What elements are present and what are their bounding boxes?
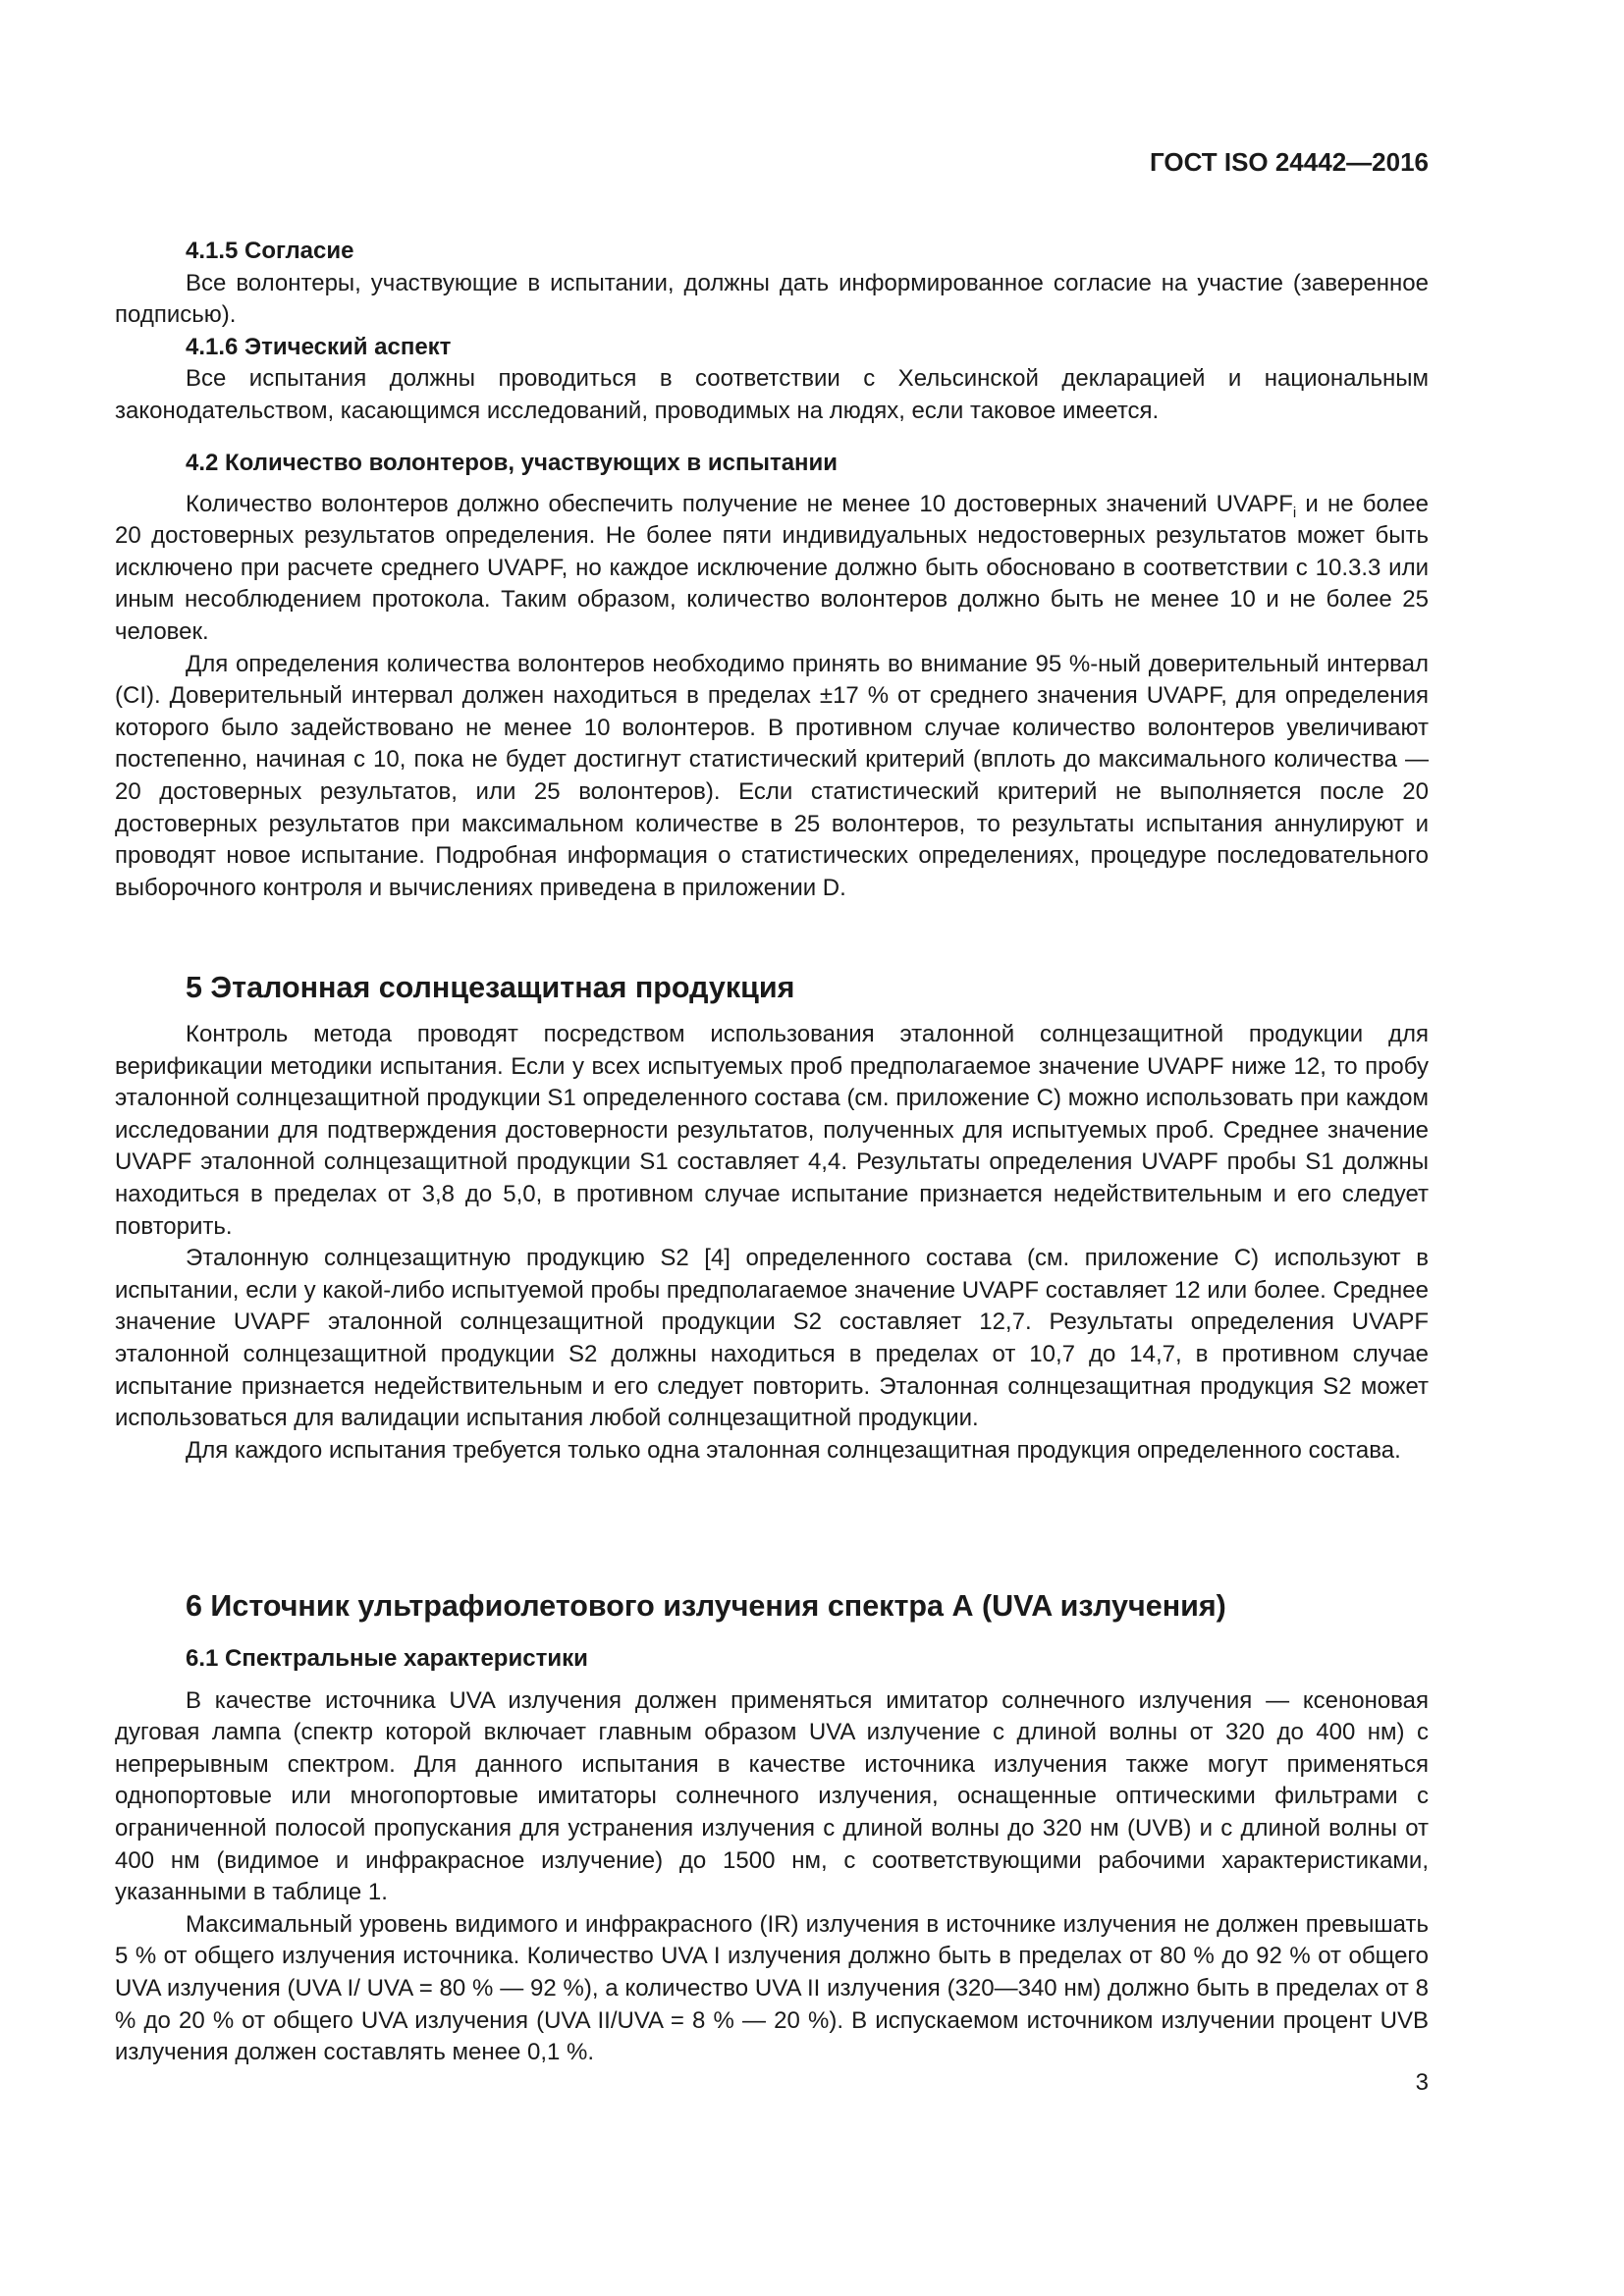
paragraph: Контроль метода проводят посредством использования эталонной солнцезащитной продукции для верификации методики испытания. Если у всех испытуемых проб предполагаемое значение UVAPF ниже 12, то пробу эталонной солнцезащитной продукции S1 определенного состава (см. приложение С) можно использовать при каждом исследовании для подтверждения достоверности результатов, полученных для испытуемых проб. Среднее значение UVAPF эталонной солнцезащитной продукции S1 составляет 4,4. Результаты определения UVAPF пробы S1 должны находиться в пределах от 3,8 до 5,0, в противном случае испытание признается недействительным и его следует повторить. xyxy=(115,1021,1429,1240)
paragraph: Для определения количества волонтеров необходимо принять во внимание 95 %-ный доверительный интервал (CI). Доверительный интервал должен находиться в пределах ±17 % от среднего значения UVAPF, для определения которого было задействовано не менее 10 волонтеров. В противном случае количество волонтеров увеличивают постепенно, начиная с 10, пока не будет достигнут статистический критерий (вплоть до максимального количества — 20 достоверных результатов, или 25 волонтеров). Если статистический критерий не выполняется после 20 достоверных результатов при максимальном количестве в 25 волонтеров, то результаты испытания аннулируют и проводят новое испытание. Подробная информация о статистических определениях, процедуре последовательного выборочного контроля и вычислениях приведена в приложении D. xyxy=(115,650,1429,901)
heading-4-1-6: 4.1.6 Этический аспект xyxy=(186,333,452,360)
heading-6: 6 Источник ультрафиолетового излучения спектра А (UVA излучения) xyxy=(186,1589,1226,1623)
page-number: 3 xyxy=(1415,2069,1429,2096)
paragraph: Эталонную солнцезащитную продукцию S2 [4] определенного состава (см. приложение С) используют в испытании, если у какой-либо испытуемой пробы предполагаемое значение UVAPF составляет 12 или более. Среднее значение UVAPF эталонной солнцезащитной продукции S2 составляет 12,7. Результаты определения UVAPF эталонной солнцезащитной продукции S2 должны находиться в пределах от 10,7 до 14,7, в противном случае испытание признается недействительным и его следует повторить. Эталонная солнцезащитная продукция S2 может использоваться для валидации испытания любой солнцезащитной продукции. xyxy=(115,1245,1429,1432)
text-run: и не более 20 достоверных результатов определения. Не более пяти индивидуальных недостоверных результатов может быть исключено при расчете среднего UVAPF, но каждое исключение должно быть обосновано в соответствии с 10.3.3 или иным несоблюдением протокола. Таким образом, количество волонтеров должно быть не менее 10 и не более 25 человек. xyxy=(115,490,1430,645)
subscript: i xyxy=(1292,504,1297,521)
heading-4-2: 4.2 Количество волонтеров, участвующих в испытании xyxy=(186,450,839,476)
section-6 xyxy=(115,1588,1429,2069)
section-5 xyxy=(115,970,1429,1467)
paragraph: Для каждого испытания требуется только одна эталонная солнцезащитная продукция определенного состава. xyxy=(186,1436,1401,1464)
section-4-1-5 xyxy=(115,236,1429,428)
text-run: Количество волонтеров должно обеспечить получение не менее 10 достоверных значений UVAPF xyxy=(186,490,1293,517)
heading-5: 5 Эталонная солнцезащитная продукция xyxy=(186,971,795,1004)
paragraph: Максимальный уровень видимого и инфракрасного (IR) излучения в источнике излучения не должен превышать 5 % от общего излучения источника. Количество UVA I излучения должно быть в пределах от 80 % до 92 % от общего UVA излучения (UVA I/ UVA = 80 % — 92 %), а количество UVA II излучения (320—340 нм) должно быть в пределах от 8 % до 20 % от общего UVA излучения (UVA II/UVA = 8 % — 20 %). В испускаемом источником излучении процент UVB излучения должен составлять менее 0,1 %. xyxy=(115,1910,1429,2066)
running-header: ГОСТ ISO 24442—2016 xyxy=(1149,147,1429,177)
heading-6-1: 6.1 Спектральные характеристики xyxy=(186,1645,588,1672)
paragraph: В качестве источника UVA излучения должен применяться имитатор солнечного излучения — ксеноновая дуговая лампа (спектр которой включает главным образом UVA излучение с длиной волны от 320 до 400 нм) с непрерывным спектром. Для данного испытания в качестве источника излучения также могут применяться однопортовые или многопортовые имитаторы солнечного излучения, оснащенные оптическими фильтрами с ограниченной полосой пропускания для устранения излучения с длиной волны до 320 нм (UVB) и с длиной волны от 400 нм (видимое и инфракрасное излучение) до 1500 нм, с соответствующими рабочими характеристиками, указанными в таблице 1. xyxy=(115,1686,1429,1906)
paragraph xyxy=(115,489,1429,649)
heading-4-1-5: 4.1.5 Согласие xyxy=(186,238,354,264)
paragraph: Все испытания должны проводиться в соответствии с Хельсинской декларацией и национальным законодательством, касающимся исследований, проводимых на людях, если таковое имеется. xyxy=(115,365,1429,424)
section-4-2 xyxy=(115,448,1429,904)
paragraph: Все волонтеры, участвующие в испытании, должны дать информированное согласие на участие (заверенное подписью). xyxy=(115,269,1429,329)
